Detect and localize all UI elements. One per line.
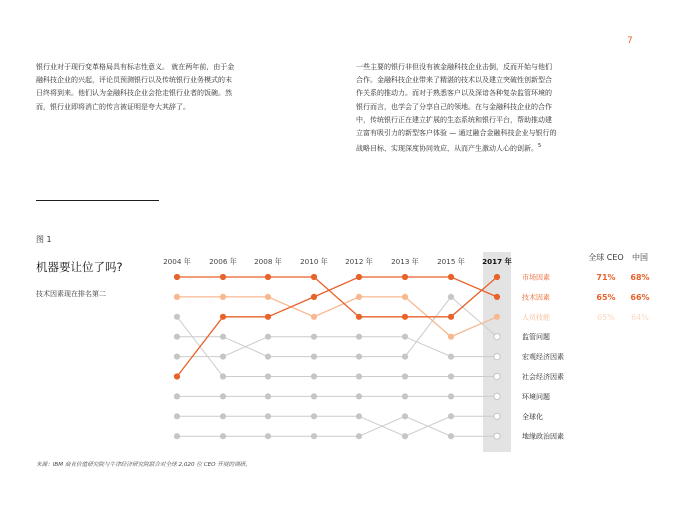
series-point	[494, 413, 500, 419]
series-point	[220, 294, 226, 300]
series-point	[448, 294, 454, 300]
series-point	[220, 314, 226, 320]
series-point	[402, 314, 408, 320]
series-point	[494, 354, 500, 360]
series-point	[494, 373, 500, 379]
figure-title: 机器要让位了吗?	[36, 260, 123, 274]
series-label: 地缘政治因素	[522, 432, 564, 441]
series-point	[356, 413, 362, 419]
series-point	[174, 393, 180, 399]
year-tick-label: 2004 年	[163, 257, 191, 266]
series-label: 环境问题	[522, 392, 550, 401]
series-point	[174, 373, 180, 379]
series-line	[177, 337, 497, 357]
series-line	[177, 277, 497, 377]
paragraph-line: 融科技企业的兴起，评论员预测银行以及传统银行业务模式的末	[36, 76, 232, 85]
series-line	[177, 416, 497, 436]
page-number: 7	[627, 36, 633, 46]
table-value: 65%	[597, 312, 615, 322]
paragraph-line: 一些主要的银行非但没有被金融科技企业击倒，反而开始与他们	[356, 63, 552, 71]
series-point	[356, 274, 362, 280]
series-point	[448, 413, 454, 419]
series-point	[448, 354, 454, 360]
table-value: 68%	[630, 273, 650, 282]
table-column-header: 全球 CEO	[588, 253, 624, 262]
table-value: 66%	[630, 292, 650, 302]
series-point	[311, 413, 317, 419]
series-label: 宏观经济因素	[522, 353, 564, 362]
series-point	[311, 393, 317, 399]
series-point	[402, 393, 408, 399]
table-value: 64%	[631, 312, 649, 322]
table-value: 65%	[596, 292, 616, 302]
series-label: 社会经济因素	[522, 373, 564, 381]
series-point	[265, 373, 271, 379]
series-line	[177, 416, 497, 436]
series-point	[265, 294, 271, 300]
series-line	[177, 297, 497, 357]
year-tick-label: 2008 年	[254, 257, 282, 266]
series-point	[265, 354, 271, 360]
series-point	[220, 413, 226, 419]
series-point	[494, 314, 500, 320]
series-point	[174, 294, 180, 300]
year-tick-label: 2006 年	[209, 257, 237, 266]
paragraph-line: 而，银行业即将消亡的传言被证明是夸大其辞了。	[36, 102, 190, 111]
series-label: 人员技能	[522, 313, 550, 322]
series-line	[177, 317, 497, 377]
year-tick-label: 2012 年	[345, 257, 373, 266]
series-label: 技术因素	[522, 293, 550, 302]
series-point	[265, 433, 271, 439]
figure-subtitle: 技术因素现在排名第二	[36, 290, 106, 298]
series-point	[448, 433, 454, 439]
series-point	[220, 354, 226, 360]
series-point	[356, 393, 362, 399]
footnote-marker: 5	[538, 143, 542, 150]
paragraph-line: 立富有吸引力的新型客户体验 — 通过融合金融科技企业与银行的	[356, 129, 557, 138]
series-label: 监管问题	[522, 333, 550, 342]
paragraph-line-text: 战略目标，实现深度协同效应，从而产生激动人心的创新。	[356, 144, 538, 153]
series-point	[356, 354, 362, 360]
series-point	[174, 274, 180, 280]
series-point	[402, 334, 408, 340]
series-point	[494, 274, 500, 280]
series-point	[494, 393, 500, 399]
series-point	[220, 274, 226, 280]
series-point	[311, 334, 317, 340]
series-point	[402, 274, 408, 280]
series-point	[402, 354, 408, 360]
series-point	[402, 413, 408, 419]
series-point	[311, 294, 317, 300]
series-point	[265, 393, 271, 399]
table-value: 71%	[596, 273, 616, 282]
series-point	[402, 433, 408, 439]
series-point	[448, 393, 454, 399]
series-point	[220, 373, 226, 379]
source-note: 来源：IBM 商业价值研究院与牛津经济研究院联合对全球 2,020 位 CEO 开展的调研。	[36, 462, 251, 468]
series-point	[174, 354, 180, 360]
series-point	[311, 373, 317, 379]
series-point	[311, 274, 317, 280]
series-point	[356, 373, 362, 379]
series-point	[402, 294, 408, 300]
series-point	[448, 334, 454, 340]
series-point	[356, 334, 362, 340]
series-point	[265, 314, 271, 320]
series-point	[174, 334, 180, 340]
series-point	[402, 373, 408, 379]
series-point	[356, 314, 362, 320]
series-point	[174, 413, 180, 419]
figure-label: 图 1	[36, 235, 52, 244]
series-label: 市场因素	[522, 273, 550, 282]
paragraph-line: 日终将到来。他们认为金融科技企业会抢走银行业者的饭碗。然	[36, 89, 232, 98]
year-tick-label: 2015 年	[437, 257, 465, 266]
paragraph-line: 银行而言，也学会了分享自己的领地。在与金融科技企业的合作	[356, 102, 552, 111]
table-column-header: 中国	[632, 253, 648, 262]
highlighted-column-band	[483, 252, 511, 452]
series-point	[448, 274, 454, 280]
series-point	[174, 433, 180, 439]
series-point	[356, 433, 362, 439]
series-point	[220, 393, 226, 399]
series-point	[494, 433, 500, 439]
series-point	[220, 433, 226, 439]
year-tick-label: 2013 年	[391, 257, 419, 266]
paragraph-line: 合作。金融科技企业带来了精湛的技术以及建立突破性创新型合	[356, 76, 552, 85]
paragraph-line: 银行业对于现行变革格局具有标志性意义。 就在两年前，由于金	[36, 63, 235, 71]
series-point	[448, 314, 454, 320]
series-point	[311, 314, 317, 320]
series-point	[311, 433, 317, 439]
series-point	[265, 274, 271, 280]
series-label: 全球化	[522, 412, 543, 421]
series-point	[356, 294, 362, 300]
year-tick-label: 2017 年	[482, 257, 512, 266]
year-tick-label: 2010 年	[300, 257, 328, 266]
series-point	[494, 334, 500, 340]
series-point	[494, 294, 500, 300]
series-point	[265, 334, 271, 340]
series-point	[220, 334, 226, 340]
paragraph-line: 中，传统银行正在建立扩展的生态系统和银行平台，帮助推动建	[356, 115, 552, 124]
series-point	[265, 413, 271, 419]
paragraph-line: 作关系的推动力。而对于熟悉客户以及深谙各种复杂监管环境的	[356, 89, 552, 98]
series-point	[174, 314, 180, 320]
series-point	[311, 354, 317, 360]
series-point	[448, 373, 454, 379]
